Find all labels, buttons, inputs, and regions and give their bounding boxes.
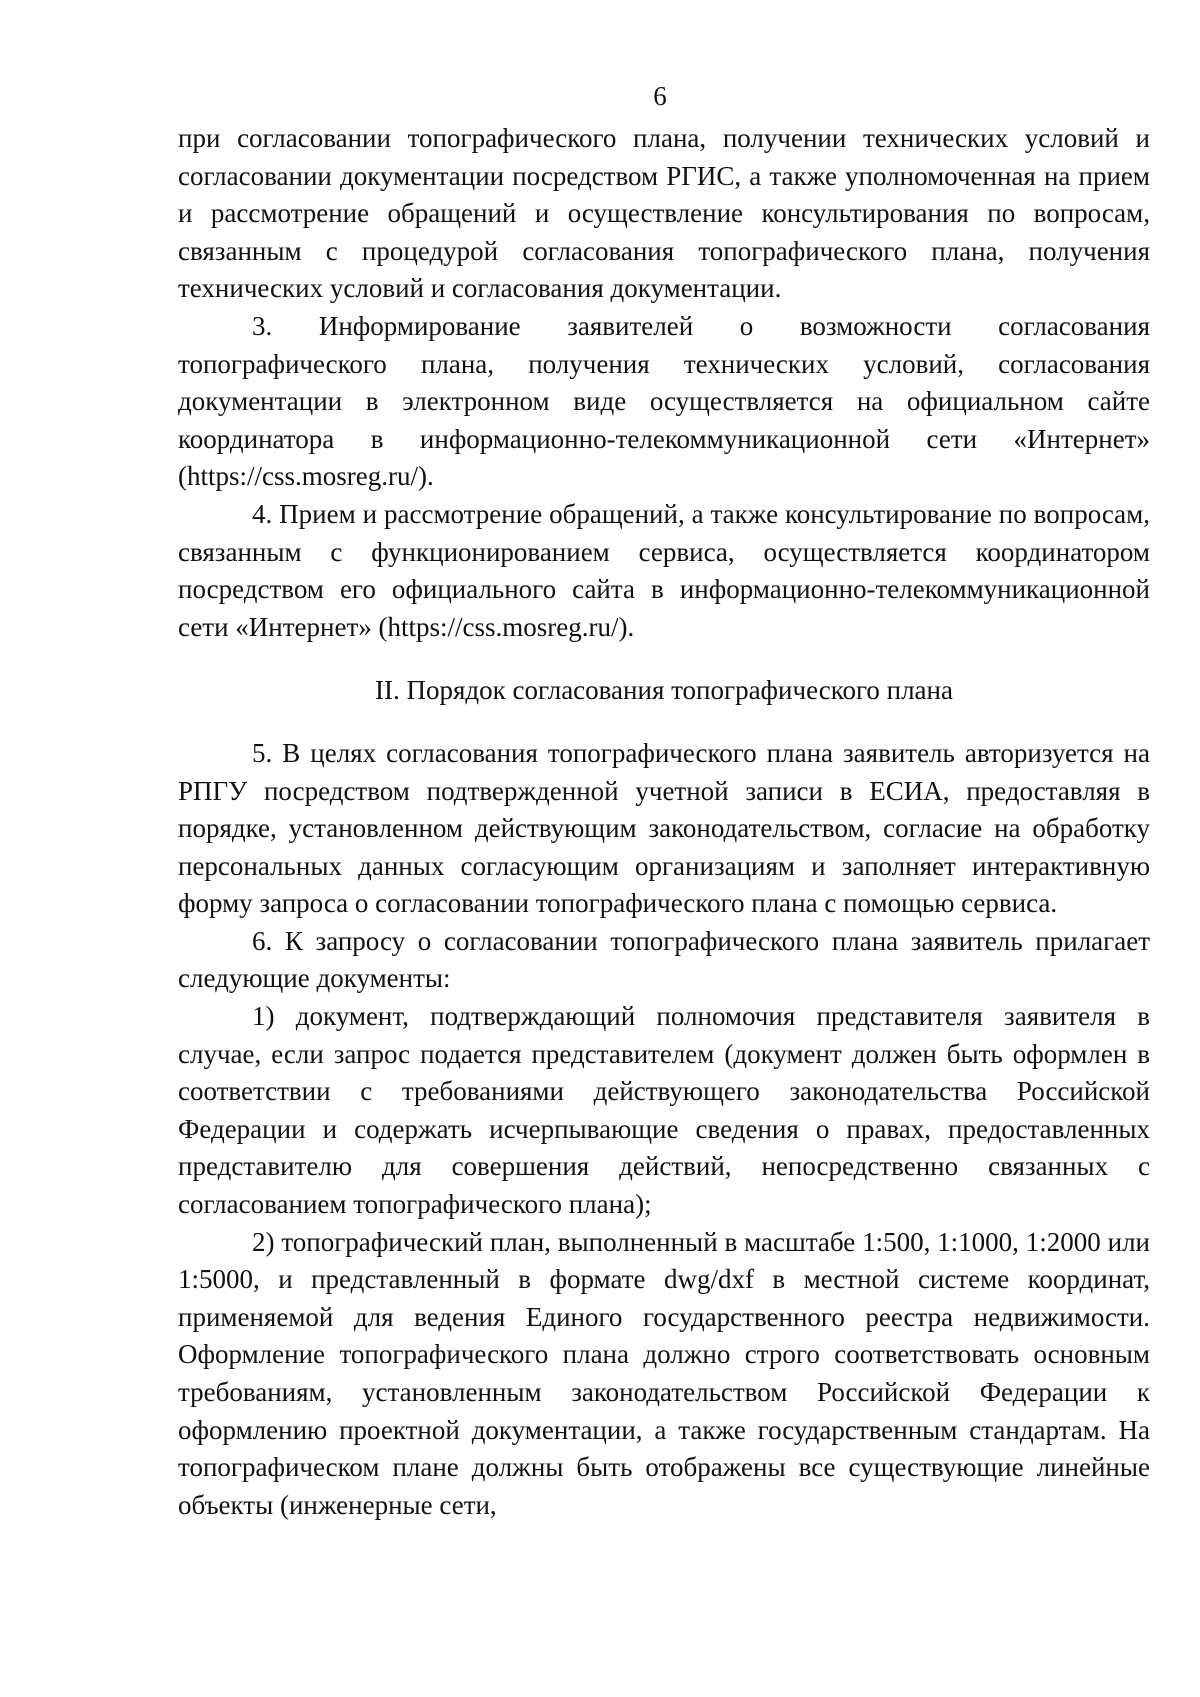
paragraph-6-item-2: 2) топографический план, выполненный в масштабе 1:500, 1:1000, 1:2000 или 1:5000, и представленный в формате dwg/dxf в местной системе координат, применяемой для ведения Единого государственного реестра недвижимости. Оформление топографического плана должно строго соответствовать основным требованиям, установленным законодательством Российской Федерации к оформлению проектной документации, а также государственным стандартам. На топографическом плане должны быть отображены все существующие линейные объекты (инженерные сети, (178, 1226, 1150, 1520)
paragraph-6-item-1: 1) документ, подтверждающий полномочия представителя заявителя в случае, если запрос подается представителем (документ должен быть оформлен в соответствии с требованиями действующего законодательства Российской Федерации и содержать исчерпывающие сведения о правах, предоставленных представителю для совершения действий, непосредственно связанных с согласованием топографического плана); (178, 1001, 1150, 1220)
paragraph-continuation: при согласовании топографического плана, получении технических условий и согласовании документации посредством РГИС, а также уполномоченная на прием и рассмотрение обращений и осуществление консультирования по вопросам, связанным с процедурой согласования топографического плана, получения технических условий и согласования документации. (178, 123, 1150, 304)
paragraph-3: 3. Информирование заявителей о возможности согласования топографического плана, получения технических условий, согласования документации в электронном виде осуществляется на официальном сайте координатора в информационно-телекоммуникационной сети «Интернет» (https://css.mosreg.ru/). (178, 310, 1150, 492)
paragraph-6: 6. К запросу о согласовании топографического плана заявитель прилагает следующие документы: (178, 925, 1150, 994)
document-body (178, 120, 1150, 1524)
section-heading: II. Порядок согласования топографического плана (375, 675, 953, 706)
paragraph-5: 5. В целях согласования топографического плана заявитель авторизуется на РПГУ посредством подтвержденной учетной записи в ЕСИА, предоставляя в порядке, установленном действующим законодательством, согласие на обработку персональных данных согласующим организациям и заполняет интерактивную форму запроса о согласовании топографического плана с помощью сервиса. (178, 737, 1150, 919)
page-number: 6 (653, 81, 667, 111)
paragraph-4: 4. Прием и рассмотрение обращений, а также консультирование по вопросам, связанным с функционированием сервиса, осуществляется координатором посредством его официального сайта в информационно-телекоммуникационной сети «Интернет» (https://css.mosreg.ru/). (178, 498, 1150, 642)
